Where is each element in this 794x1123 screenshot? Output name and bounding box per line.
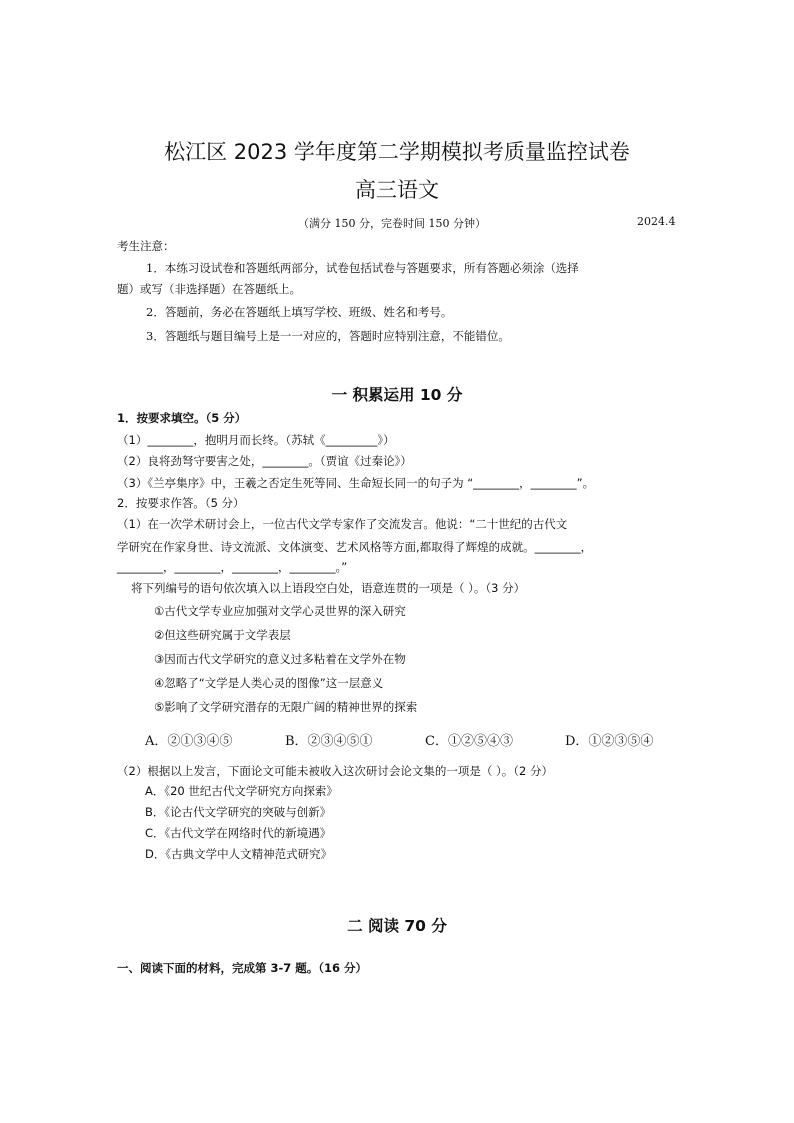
exam-title: 松江区 2023 学年度第二学期模拟考质量监控试卷 — [164, 140, 630, 164]
exam-info: （满分 150 分，完卷时间 150 分钟） — [298, 217, 486, 230]
question-2-heading: 2．按要求作答。（5 分） — [117, 496, 245, 510]
question-2-1-line-2: 学研究在作家身世、诗文流派、文体演变、艺术风格等方面,都取得了辉煌的成就。________， — [117, 540, 593, 554]
statement-2: ②但这些研究属于文学表层 — [154, 628, 291, 642]
question-2-1-line-3: ________，________，________，________。” — [117, 560, 348, 574]
q2-2-option-c: C．《古代文学在网络时代的新境遇》 — [145, 826, 332, 840]
choice-b: B．②③④⑤① — [285, 734, 373, 749]
reading-part-1-heading: 一、阅读下面的材料，完成第 3-7 题。（16 分） — [117, 961, 368, 975]
question-2-1-prompt: 将下列编号的语句依次填入以上语段空白处，语意连贯的一项是（ ）。（3 分） — [131, 581, 526, 595]
notice-heading: 考生注意： — [117, 239, 175, 253]
q2-2-option-d: D．《古典文学中人文精神范式研究》 — [145, 847, 333, 861]
choice-d: D．①②③⑤④ — [565, 734, 654, 749]
notice-item-3: 3．答题纸与题目编号上是一一对应的，答题时应特别注意，不能错位。 — [146, 329, 510, 343]
section-2-title: 二 阅读 70 分 — [347, 917, 447, 935]
question-1-3: （3）《兰亭集序》中，王羲之否定生死等同、生命短长同一的句子为 “________，________”。 — [117, 476, 595, 490]
notice-item-2: 2．答题前，务必在答题纸上填写学校、班级、姓名和考号。 — [146, 305, 453, 319]
statement-4: ④忽略了“文学是人类心灵的图像”这一层意义 — [154, 676, 384, 690]
question-1-heading: 1．按要求填空。（5 分） — [117, 411, 247, 425]
statement-5: ⑤影响了文学研究潜存的无限广阔的精神世界的探索 — [154, 700, 418, 714]
section-1-title: 一 积累运用 10 分 — [331, 386, 463, 404]
choice-c: C．①②⑤④③ — [425, 734, 513, 749]
question-2-1-line-1: （1）在一次学术研讨会上，一位古代文学专家作了交流发言。他说：“二十世纪的古代文 — [117, 517, 568, 531]
exam-date: 2024.4 — [637, 215, 676, 228]
q2-2-option-a: A．《20 世纪古代文学研究方向探索》 — [145, 784, 338, 798]
exam-subject: 高三语文 — [355, 178, 439, 202]
question-1-2: （2）良将劲弩守要害之处，________。（贾谊《过秦论》） — [117, 454, 412, 468]
statement-3: ③因而古代文学研究的意义过多粘着在文学外在物 — [154, 652, 406, 666]
statement-1: ①古代文学专业应加强对文学心灵世界的深入研究 — [154, 604, 406, 618]
question-1-1: （1）________，抱明月而长终。（苏轼《_________》） — [117, 433, 395, 447]
choice-a: A．②①③④⑤ — [145, 734, 233, 749]
q2-2-option-b: B．《论古代文学研究的突破与创新》 — [145, 805, 332, 819]
question-2-2-prompt: （2）根据以上发言，下面论文可能未被收入这次研讨会论文集的一项是（ ）。（2 分） — [117, 764, 553, 778]
notice-item-1-line-1: 1．本练习设试卷和答题纸两部分，试卷包括试卷与答题要求，所有答题必须涂（选择 — [146, 261, 579, 275]
notice-item-1-line-2: 题）或写（非选择题）在答题纸上。 — [117, 282, 301, 296]
